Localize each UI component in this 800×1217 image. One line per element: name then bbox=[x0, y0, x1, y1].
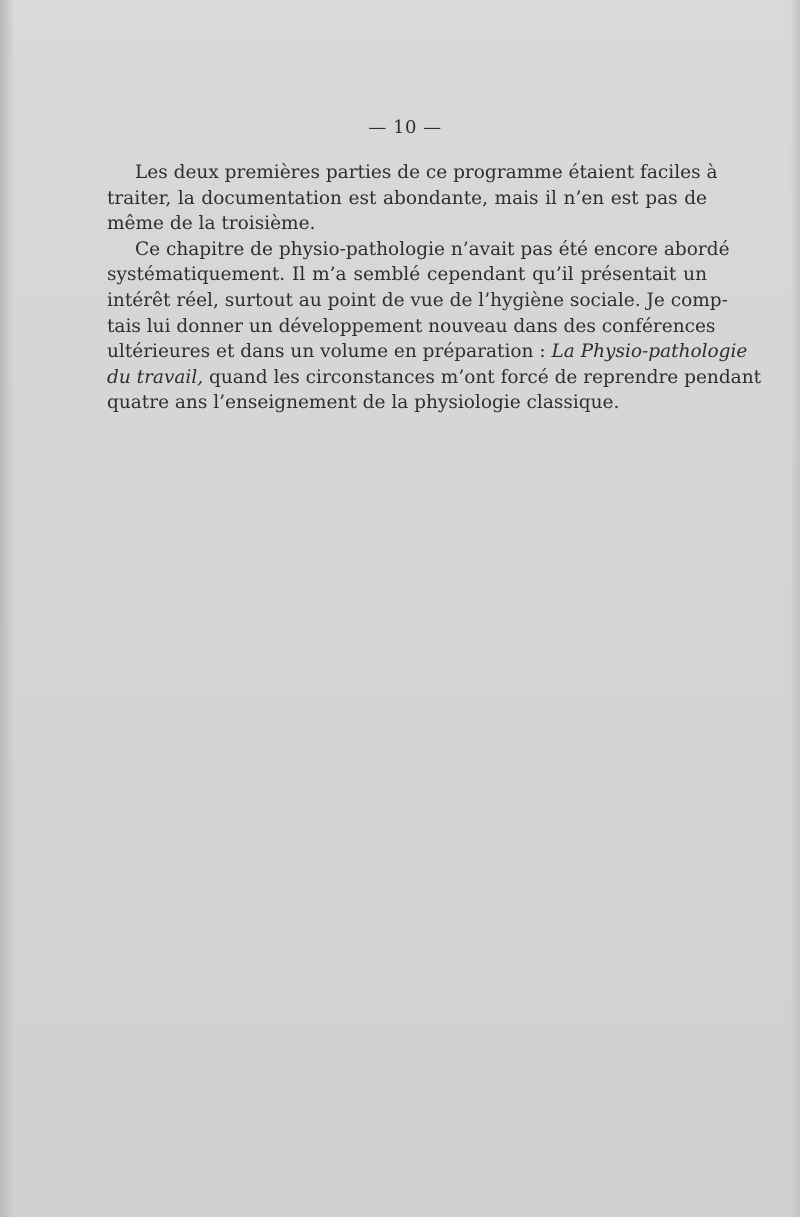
text-line bbox=[107, 365, 762, 391]
text-line: quatre ans l’enseignement de la physiologie classique. bbox=[107, 392, 620, 414]
text-line: Les deux premières parties de ce programme étaient faciles à bbox=[135, 162, 718, 183]
paragraph-2 bbox=[107, 237, 762, 416]
text-run: ultérieures et dans un volume en préparation : bbox=[107, 341, 552, 363]
text-line: traiter, la documentation est abondante, mais il n’en est pas de bbox=[107, 187, 707, 209]
text-line: Ce chapitre de physio-pathologie n’avait pas été encore abordé bbox=[135, 238, 730, 260]
paragraph-1 bbox=[107, 160, 718, 237]
text-run: quand les circonstances m’ont forcé de reprendre pendant bbox=[203, 366, 762, 388]
text-line: tais lui donner un développement nouveau dans des conférences bbox=[107, 315, 716, 337]
text-line: même de la troisième. bbox=[107, 213, 316, 235]
text-line: intérêt réel, surtout au point de vue de l’hygiène sociale. Je comp- bbox=[107, 289, 728, 311]
book-title-italic: du travail, bbox=[107, 366, 204, 388]
page-number: — 10 — bbox=[368, 117, 442, 138]
body-text bbox=[107, 160, 762, 416]
text-line bbox=[107, 339, 748, 365]
book-title-italic: La Physio-pathologie bbox=[551, 341, 748, 363]
text-line: systématiquement. Il m’a semblé cependant qu’il présentait un bbox=[107, 264, 707, 286]
